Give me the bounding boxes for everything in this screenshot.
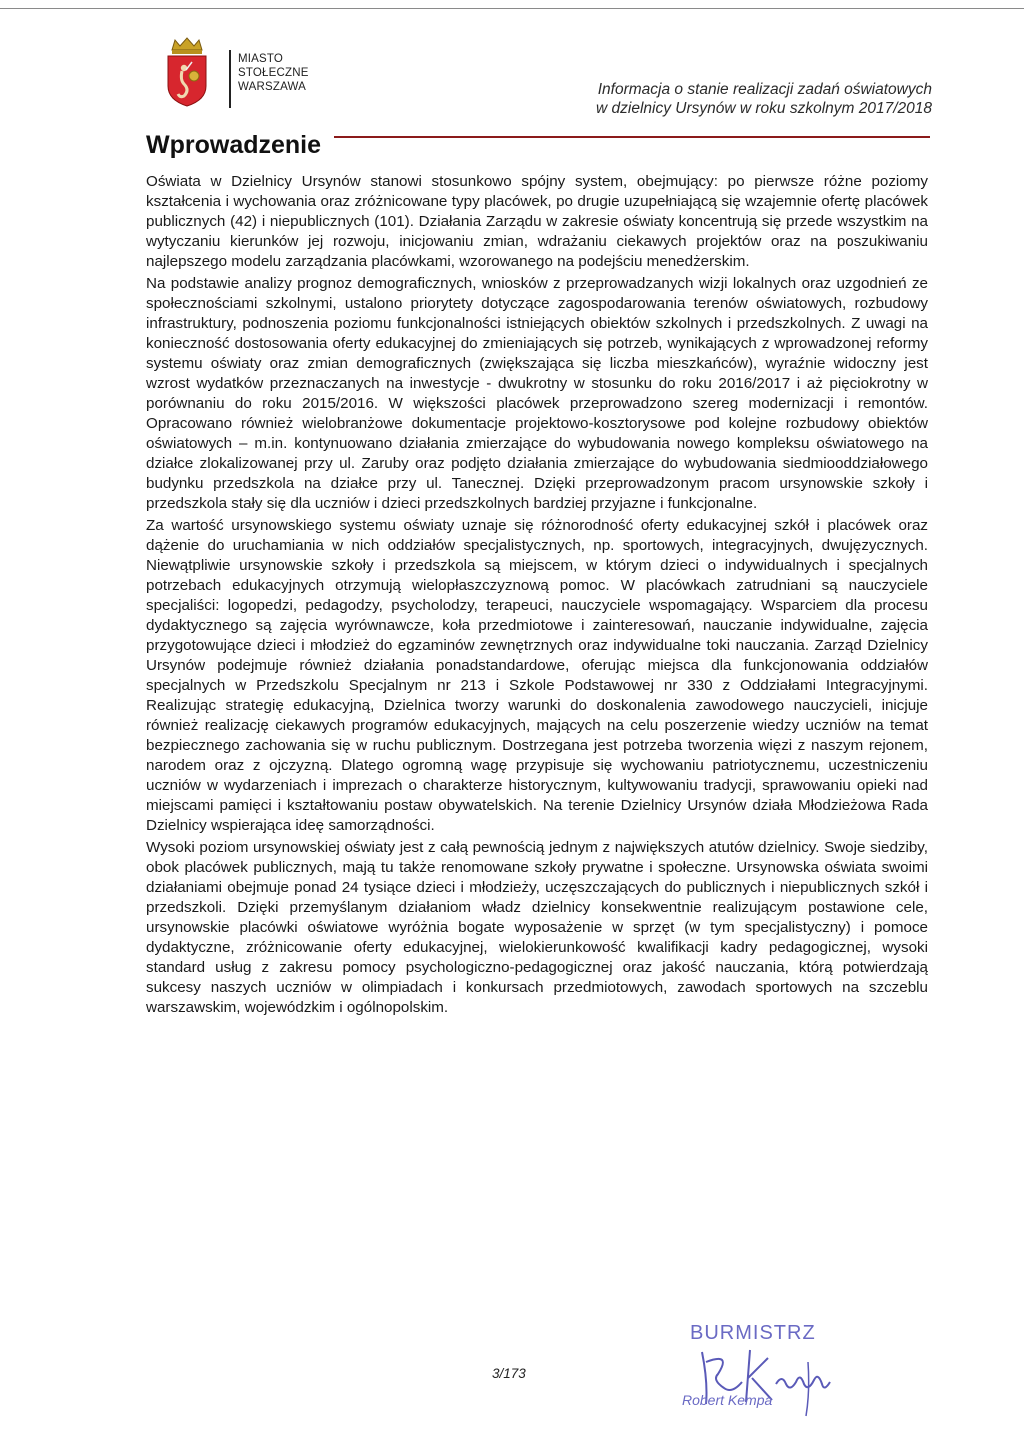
section-title: Wprowadzenie	[146, 131, 322, 159]
header-title-line: Informacja o stanie realizacji zadań oświatowych	[597, 81, 932, 98]
body-text	[146, 172, 928, 1020]
signature-stamp-name: Robert Kempa	[682, 1392, 773, 1408]
page-number: 3/173	[492, 1366, 526, 1381]
top-scan-edge	[0, 8, 1024, 9]
city-name	[238, 52, 309, 94]
city-name-line: STOŁECZNE	[238, 67, 309, 79]
paragraph: Za wartość ursynowskiego systemu oświaty uznaje się różnorodność oferty edukacyjnej szkół i placówek oraz dążenie do uruchamiania w nich oddziałów specjalistycznych, np. sportowych, integracyjnych, dwujęzycznych. Niewątpliwie ursynowskie szkoły i przedszkola są miejscem, w którym dzieci o indywidualnych i specjalnych potrzebach edukacyjnych otrzymują wielopłaszczyznową pomoc. W placówkach zatrudniani są nauczyciele specjaliści: logopedzi, pedagodzy, psycholodzy, terapeuci, nauczyciele wspomagający. Wsparciem dla procesu dydaktycznego są zajęcia wyrównawcze, koła przedmiotowe i zainteresowań, nauczanie indywidualne, zajęcia przygotowujące dzieci i młodzież do egzaminów zewnętrznych oraz indywidualne toki nauczania. Zarząd Dzielnicy Ursynów podejmuje również działania ponadstandardowe, oferując miejsca dla funkcjonowania oddziałów specjalnych w Przedszkolu Specjalnym nr 213 i Szkole Podstawowej nr 330 z Oddziałami Integracyjnymi. Realizując strategię edukacyjną, Dzielnica tworzy warunki do doskonalenia zawodowego nauczycieli, inicjuje również realizację ciekawych programów edukacyjnych, mających na celu poszerzenie wiedzy uczniów na temat bezpiecznego zachowania się w ruchu publicznym. Dostrzegana jest potrzeba tworzenia więzi z naszym rejonem, narodem oraz z ojczyzną. Dlatego ogromną wagę przypisuje się wychowaniu patriotycznemu, uczestniczeniu uczniów w wydarzeniach i imprezach o charakterze historycznym, kultywowaniu tradycji, sprawowaniu opieki nad miejscami pamięci i kształtowaniu postaw obywatelskich. Na terenie Dzielnicy Ursynów działa Młodzieżowa Rada Dzielnicy wspierająca ideę samorządności.	[146, 517, 928, 834]
header-divider	[229, 50, 231, 108]
paragraph: Na podstawie analizy prognoz demograficznych, wniosków z przeprowadzanych wizji lokalnych oraz uzgodnień ze społecznościami szkolnymi, ustalono priorytety dotyczące zagospodarowania terenów oświatowych, rozbudowy infrastruktury, podnoszenia poziomu funkcjonalności istniejących obiektów szkolnych i przedszkolnych. Z uwagi na konieczność dostosowania oferty edukacyjnej do zmieniających się potrzeb, wynikających z wprowadzonej reformy systemu oświaty oraz zmian demograficznych (zwiększająca się liczba mieszkańców), wyraźnie widoczny jest wzrost wydatków przeznaczanych na inwestycje - dwukrotny w stosunku do roku 2016/2017 i aż pięciokrotny w porównaniu do roku 2015/2016. W większości placówek przeprowadzono szereg modernizacji i remontów. Opracowano również wielobranżowe dokumentacje projektowo-kosztorysowe pod kolejne rozbudowy obiektów oświatowych – m.in. kontynuowano działania zmierzające do wybudowania nowego kompleksu oświatowego na działce zlokalizowanej przy ul. Zaruby oraz podjęto działania zmierzające do wybudowania siedmiooddziałowego budynku przedszkola na działce przy ul. Tanecznej. Dzięki przeprowadzonym pracom ursynowskie szkoły i przedszkola stały się dla uczniów i dzieci przedszkolnych bardziej przyjazne i funkcjonalne.	[146, 275, 928, 512]
paragraph: Wysoki poziom ursynowskiej oświaty jest z całą pewnością jednym z największych atutów dzielnicy. Swoje siedziby, obok placówek publicznych, mają tu także renomowane szkoły prywatne i społeczne. Ursynowska oświata swoimi działaniami obejmuje ponad 24 tysiące dzieci i młodzieży, uczęszczających do publicznych i niepublicznych szkół i przedszkoli. Dzięki przemyślanym działaniom władz dzielnicy konsekwentnie realizującym postawione cele, ursynowskie placówki oświatowe wyróżnia bogate wyposażenie w sprzęt (w tym specjalistyczny) i pomoce dydaktyczne, zróżnicowanie oferty edukacyjnej, wielokierunkowość kwalifikacji kadry pedagogicznej, wysoki standard usług z zakresu pomocy psychologiczno-pedagogicznej oraz jakość nauczania, którą potwierdzają sukcesy naszych uczniów w olimpiadach i konkursach przedmiotowych, zawodach sportowych na szczeblu warszawskim, wojewódzkim i ogólnopolskim.	[146, 839, 928, 1016]
header-title-line: w dzielnicy Ursynów w roku szkolnym 2017/2018	[596, 100, 932, 117]
document-header-title	[596, 80, 932, 118]
city-name-line: MIASTO	[238, 53, 284, 65]
warsaw-coat-of-arms-icon	[162, 36, 212, 108]
signature-stamp-title: BURMISTRZ	[690, 1322, 816, 1344]
city-name-line: WARSZAWA	[238, 81, 307, 93]
paragraph: Oświata w Dzielnicy Ursynów stanowi stosunkowo spójny system, obejmujący: po pierwsze różne poziomy kształcenia i wychowania oraz zróżnicowane typy placówek, po drugie uzupełniającą się wzajemnie ofertę placówek publicznych (42) i niepublicznych (101). Działania Zarządu w zakresie oświaty koncentrują się przede wszystkim na wytyczaniu kierunków jej rozwoju, inicjowaniu zmian, wdrażaniu ciekawych projektów oraz na poszukiwaniu najlepszego modelu zarządzania placówkami, wzorowanego na podejściu menedżerskim.	[146, 173, 928, 270]
title-underline	[334, 136, 930, 138]
